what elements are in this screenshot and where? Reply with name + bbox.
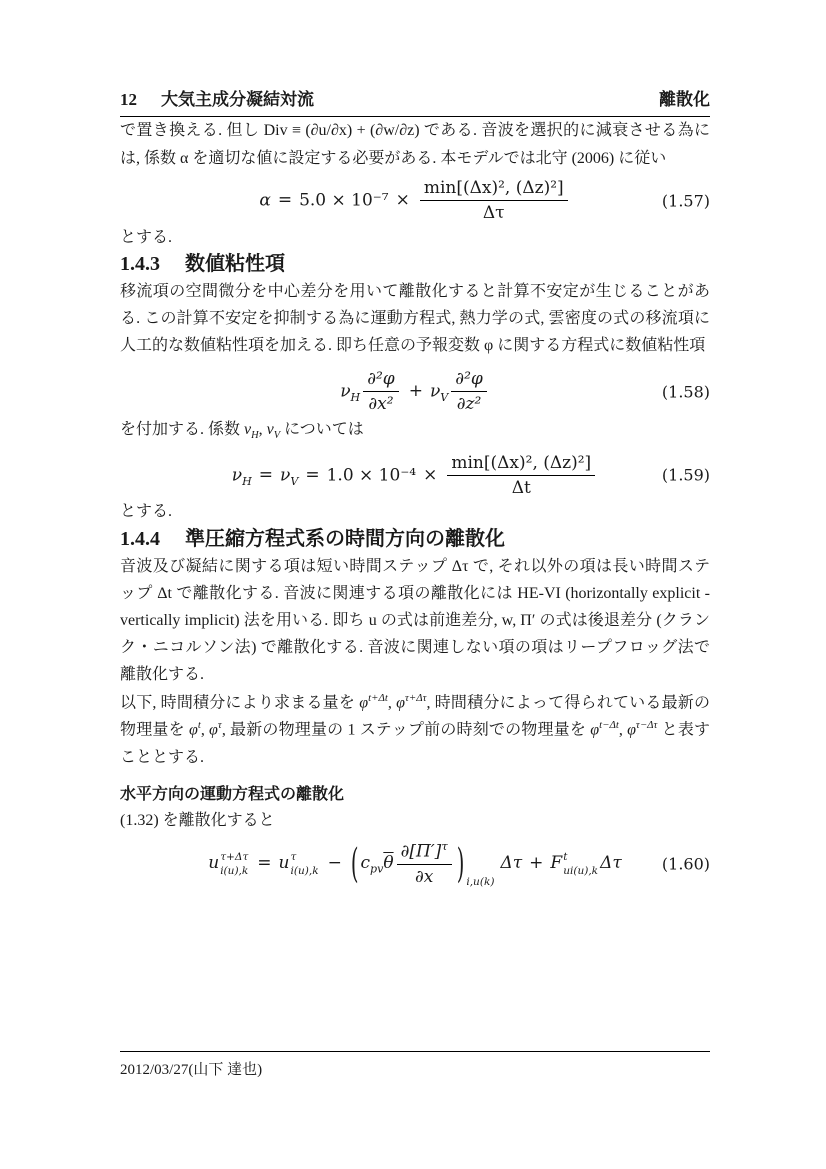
equation-1-59	[120, 452, 710, 498]
math-operator: ×	[395, 190, 410, 211]
math-operator: +	[529, 853, 544, 874]
math-var: φ	[590, 721, 600, 739]
chapter-title: 大気主成分凝結対流	[161, 90, 314, 109]
paragraph-phi-notation	[120, 689, 710, 771]
equation-number: (1.59)	[661, 465, 710, 485]
math-superscript: τ+Δτ	[404, 691, 427, 704]
math-var: φ	[359, 693, 369, 711]
math-fraction	[397, 840, 452, 887]
fraction-numerator: ∂²φ	[455, 368, 483, 389]
math-superscript: τ−Δτ	[635, 719, 658, 732]
math-subscript: i(u),k	[290, 864, 319, 877]
math-var: ν	[340, 381, 351, 402]
text-run: , 最新の物理量の 1 ステップ前の時刻での物理量を	[221, 721, 591, 739]
fraction-numerator: ∂²φ	[367, 368, 395, 389]
math-operator: +	[408, 381, 423, 402]
math-superscript: t	[563, 850, 568, 863]
math-superscript: t−Δt	[599, 719, 619, 732]
fraction-numerator	[397, 840, 452, 864]
equation-1-58	[120, 368, 710, 416]
section-number: 1.4.3	[120, 252, 160, 275]
text-run: ,	[387, 693, 397, 711]
fraction-denominator: Δt	[447, 475, 595, 498]
math-supsub	[291, 850, 319, 878]
math-var: ν	[429, 381, 441, 402]
equation-1-60	[120, 838, 710, 890]
page-header	[120, 90, 710, 117]
fraction-numerator: min[(Δx)², (Δz)²]	[423, 177, 564, 198]
math-var: Δτ	[600, 853, 622, 874]
text-run: と表すこととする.	[120, 721, 711, 766]
math-fraction	[420, 178, 568, 224]
running-head: 離散化	[659, 90, 710, 109]
text-run: ,	[200, 721, 210, 739]
math-subscript: ui(u),k	[563, 864, 599, 877]
math-superscript: t+Δt	[368, 691, 388, 704]
math-expr: ∂[Π′]	[400, 841, 442, 862]
section-heading-144	[120, 526, 710, 553]
math-var: ν	[266, 420, 274, 438]
math-operator: =	[305, 464, 320, 485]
math-fraction	[447, 453, 595, 499]
math-var: ν	[280, 464, 291, 485]
paragraph-intro: で置き換える. 但し Div ≡ (∂u/∂x) + (∂w/∂z) である. 音波を選択的に減衰させる為には, 係数 α を適切な値に設定する必要がある. 本モデルでは北守 (2006) に従い	[120, 122, 710, 167]
math-subscript: V	[440, 390, 449, 404]
math-var: ν	[231, 464, 243, 485]
equation-1-57	[120, 178, 710, 224]
fraction-denominator: ∂x²	[363, 391, 399, 414]
fraction-numerator: min[(Δx)², (Δz)²]	[451, 452, 592, 473]
math-operator: −	[327, 853, 342, 874]
paragraph-tosuru: とする.	[120, 503, 173, 521]
fraction-denominator: ∂x	[397, 864, 452, 887]
equation-number: (1.60)	[661, 854, 710, 874]
math-var: α	[259, 190, 271, 211]
math-superscript: τ	[217, 719, 222, 732]
text-run: を付加する. 係数	[120, 420, 245, 438]
math-subscript: H	[242, 474, 252, 488]
math-var: u	[208, 853, 220, 874]
math-superscript: τ	[290, 850, 297, 863]
math-operator: =	[257, 853, 272, 874]
fraction-denominator: Δτ	[420, 200, 568, 223]
math-var: F	[550, 853, 563, 874]
math-subscript: V	[290, 474, 299, 488]
math-var: φ	[188, 721, 198, 739]
math-superscript: τ+Δτ	[220, 850, 249, 863]
equation-number: (1.58)	[661, 382, 710, 402]
page-footer	[120, 1051, 710, 1079]
math-var: φ	[396, 693, 405, 711]
section-title: 数値粘性項	[185, 252, 285, 275]
math-supsub	[220, 850, 248, 878]
text-run: ,	[618, 721, 628, 739]
math-var-theta-bar: $\overline{\theta}$	[383, 853, 394, 874]
math-subscript: i(u),k	[220, 864, 249, 877]
math-var: c	[360, 853, 371, 874]
math-superscript: t	[197, 719, 201, 732]
fraction-denominator: ∂z²	[451, 391, 487, 414]
section-title: 準圧縮方程式系の時間方向の離散化	[185, 527, 505, 550]
math-subscript: V	[273, 429, 281, 441]
text-run: ,	[258, 420, 267, 438]
math-var: φ	[627, 721, 636, 739]
math-var: ν	[244, 420, 252, 438]
math-fraction	[363, 369, 399, 415]
equation-body	[208, 840, 622, 887]
text-run: 以下, 時間積分により求まる量を	[120, 693, 360, 711]
math-superscript: τ	[441, 839, 448, 854]
math-subscript: H	[350, 390, 361, 404]
math-operator: =	[258, 464, 274, 485]
math-subscript: i,u(k)	[466, 875, 495, 888]
math-number: 5.0 × 10⁻⁷	[299, 190, 389, 211]
equation-body	[259, 178, 570, 224]
paragraph-143: 移流項の空間微分を中心差分を用いて離散化すると計算不安定が生じることがある. この計算不安定を抑制する為に運動方程式, 熱力学の式, 雲密度の式の移流項に人工的な数値粘性項を加える. 即ち任意の予報変数 φ に関する方程式に数値粘性項	[120, 282, 710, 355]
paragraph-post-158	[120, 416, 710, 445]
math-fraction	[451, 369, 487, 415]
math-var: Δτ	[500, 853, 523, 874]
subsection-heading-horizontal-momentum: 水平方向の運動方程式の離散化	[120, 785, 345, 803]
text-run: , 時間積分によって得られている最新の物理量を	[120, 693, 710, 739]
section-number: 1.4.4	[120, 527, 160, 550]
equation-body	[232, 453, 598, 499]
paragraph-144: 音波及び凝結に関する項は短い時間ステップ Δτ で, それ以外の項は長い時間ステップ Δt で離散化する. 音波に関連する項の離散化には HE-VI (horizontally explicit - vertically implicit) 法を用いる. 即ち u の式は前進差分, w, Π′ の式は後退差分 (クランク・ニコルソン法) で離散化する. 音波に関連しない項の項はリープフロッグ法で離散化する.	[120, 557, 710, 684]
paragraph-tosuru: とする.	[120, 228, 173, 246]
equation-body	[340, 369, 490, 415]
math-var: φ	[209, 721, 218, 739]
paragraph-pre-160: (1.32) を離散化すると	[120, 811, 275, 829]
section-heading-143	[120, 251, 710, 278]
math-subscript: pv	[370, 862, 384, 876]
math-var: u	[278, 853, 290, 874]
math-number: 1.0 × 10⁻⁴	[326, 464, 417, 485]
math-subscript: H	[251, 429, 259, 441]
footer-date-author: 2012/03/27(山下 達也)	[120, 1062, 263, 1078]
math-supsub	[563, 850, 598, 878]
math-operator: =	[277, 190, 293, 211]
text-run: については	[280, 420, 364, 438]
page-number: 12	[120, 90, 137, 109]
math-operator: ×	[423, 464, 438, 485]
left-paren: (	[350, 840, 359, 888]
right-paren: )	[456, 840, 465, 888]
equation-number: (1.57)	[661, 191, 710, 211]
